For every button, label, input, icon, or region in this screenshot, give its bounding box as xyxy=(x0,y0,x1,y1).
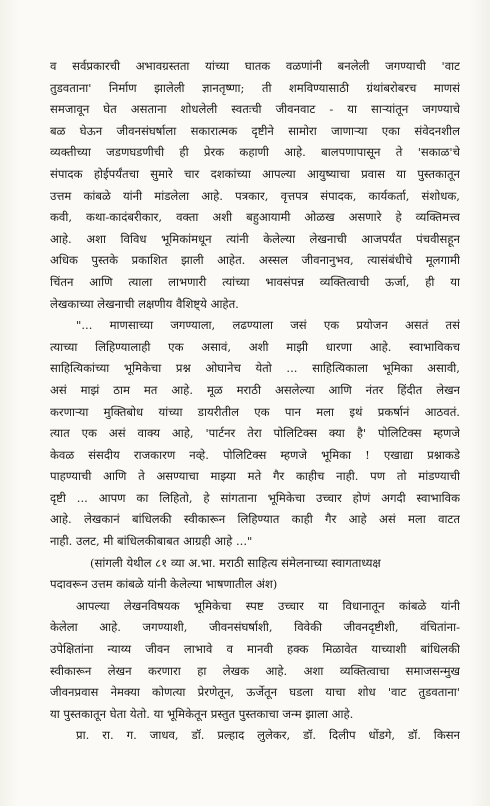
text-line: नाही. उलट, मी बांधिलकीबाबत आग्रही आहे ..." xyxy=(50,534,253,549)
text-line: स्वीकारून लेखन करणारा हा लेखक आहे. अशा व्यक्तित्वाचा समाजसन्मुख xyxy=(50,663,460,678)
speech-attribution xyxy=(50,553,460,596)
text-line: जीवनप्रवास नेमक्या कोणत्या प्रेरणेतून, ऊर्जेतून घडला याचा शोध 'वाट तुडवताना' xyxy=(50,685,460,700)
text-line: त्यात एक असं वाक्य आहे, 'पार्टनर तेरा पोलिटिक्स क्या है' पोलिटिक्स म्हणजे xyxy=(50,426,460,441)
text-line: अधिक पुस्तके प्रकाशित झाली आहेत. अस्सल जीवनानुभव, त्यासंबंधीचे मूलगामी xyxy=(50,253,460,268)
text-line: व सर्वप्रकारची अभावग्रस्तता यांच्या घातक वळणांनी बनलेली जगण्याची 'वाट xyxy=(50,59,460,73)
text-line: आहे. लेखकानं बांधिलकी स्वीकारून लिहिण्यात काही गैर आहे असं मला वाटत xyxy=(50,512,460,527)
text-line: बळ घेऊन जीवनसंघर्षाला सकारात्मक दृष्टीने सामोरा जाणाऱ्या एका संवेदनशील xyxy=(50,123,460,138)
text-line: त्याच्या लिहिण्यालाही एक असावं, अशी माझी धारणा आहे. स्वाभाविकच xyxy=(50,339,460,354)
text-line: तुडवताना' निर्माण झालेली ज्ञानतृष्णा; ती शमविण्यासाठी ग्रंथांबरोबरच माणसं xyxy=(50,80,460,95)
intro-paragraph xyxy=(50,56,460,315)
text-line: उत्तम कांबळे यांनी मांडलेला आहे. पत्रकार, वृत्तपत्र संपादक, कार्यकर्ता, संशोधक, xyxy=(50,188,460,203)
text-line: केवळ संसदीय राजकारण नव्हे. पोलिटिक्स म्हणजे भूमिका ! एखाद्या प्रश्नाकडे xyxy=(50,447,460,462)
text-line: असं माझं ठाम मत आहे. मूळ मराठी असलेल्या आणि नंतर हिंदीत लेखन xyxy=(50,382,460,397)
text-line: उपेक्षितांना न्याय्य जीवन लाभावे व मानवी हक्क मिळावेत याच्याशी बांधिलकी xyxy=(50,642,460,657)
text-line: करणाऱ्या मुक्तिबोध यांच्या डायरीतील एक पान मला इथं प्रकर्षानं आठवतं. xyxy=(50,404,460,419)
text-line: लेखकाच्या लेखनाची लक्षणीय वैशिष्ट्ये आहेत. xyxy=(50,296,239,311)
text-line: चिंतन आणि त्याला लाभणारी त्यांच्या भावसंपन्न व्यक्तित्वाची ऊर्जा, ही या xyxy=(50,274,460,289)
text-line: आपल्या लेखनविषयक भूमिकेचा स्पष्ट उच्चार या विधानातून कांबळे यांनी xyxy=(76,598,460,613)
text-line: कवी, कथा-कादंबरीकार, वक्ता अशी बहुआयामी ओळख असणारे हे व्यक्तिमत्त्व xyxy=(50,210,460,225)
text-line: आहे. अशा विविध भूमिकांमधून त्यांनी केलेल्या लेखनाची आजपर्यंत पंचवीसहून xyxy=(50,231,460,246)
quote-paragraph xyxy=(50,315,460,553)
text-line: या पुस्तकातून घेता येतो. या भूमिकेतून प्रस्तुत पुस्तकाचा जन्म झाला आहे. xyxy=(50,706,354,721)
text-line: केलेला आहे. जगण्याशी, जीवनसंघर्षाशी, विवेकी जीवनदृष्टीशी, वंचितांना- xyxy=(50,620,460,635)
text-line: "... माणसाच्या जगण्याला, लढण्याला जसं एक प्रयोजन असतं तसं xyxy=(76,318,460,333)
text-line: संपादक होईपर्यंतचा सुमारे चार दशकांच्या आपल्या आयुष्याचा प्रवास या पुस्तकातून xyxy=(50,166,460,181)
text-line: (सांगली येथील ८१ व्या अ.भा. मराठी साहित्य संमेलनाच्या स्वागताध्यक्ष xyxy=(90,555,381,570)
text-line: साहित्यिकांच्या भूमिकेचा प्रश्न ओघानेच येतो ... साहित्यिकाला भूमिका असावी, xyxy=(50,361,460,376)
text-line: पाहण्याची आणि ते असण्याचा माझ्या मते गैर काहीच नाही. पण तो मांडण्याची xyxy=(50,469,460,484)
closing-paragraph xyxy=(50,596,460,747)
text-line: समजावून घेत असताना शोधलेली स्वतःची जीवनवाट - या साऱ्यांतून जगण्याचे xyxy=(50,102,460,117)
text-line: प्रा. रा. ग. जाधव, डॉ. प्रल्हाद लुलेकर, डॉ. दिलीप धोंडगे, डॉ. किसन xyxy=(76,728,460,743)
text-line: दृष्टी ... आपण का लिहितो, हे सांगताना भूमिकेचा उच्चार होणं अगदी स्वाभाविक xyxy=(50,490,460,505)
text-line: पदावरून उत्तम कांबळे यांनी केलेल्या भाषणातील अंश) xyxy=(50,577,278,592)
text-line: व्यक्तीच्या जडणघडणीची ही प्रेरक कहाणी आहे. बालपणापासून ते 'सकाळ'चे xyxy=(50,145,460,160)
